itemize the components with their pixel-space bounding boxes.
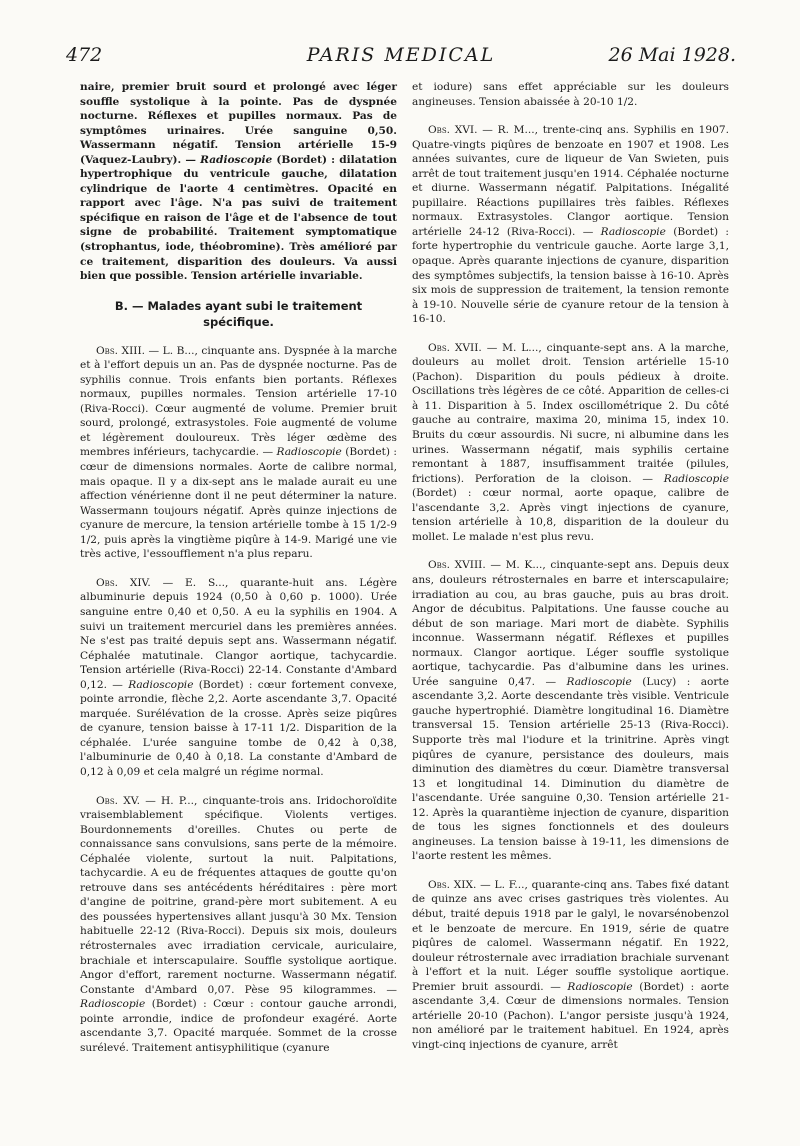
observation-text: — M. K..., cinquante-sept ans. Depuis deux ans, douleurs rétrosternales en barre et interscapulaire; irradiation au cou, au bras gauche, puis au bras droit. Angor de décubitus. Palpitations. Une fausse couche au début de son mariage. Mari mort de diabète. Syphilis inconnue. Wassermann négatif. Réflexes et pupilles normaux. Clangor aortique. Léger souffle systolique aortique, tachycardie. Pas d'albumine dans les urines. Urée sanguine 0,47. — — [412, 559, 729, 688]
continuation-text: naire, premier bruit sourd et prolongé avec léger souffle systolique à la pointe. Pas de dyspnée nocturne. Réflexes et pupilles normaux. Pas de symptômes urinaires. Urée sanguine 0,50. Wassermann négatif. Tension artérielle 15-9 (Vaquez-Laubry). — — [80, 81, 397, 166]
observation-text: — L. B..., cinquante ans. Dyspnée à la marche et à l'effort depuis un an. Pas de dyspnée nocturne. Pas de syphilis connue. Trois enfants bien portants. Réflexes normaux, pupilles normales. Tension artérielle 17-10 (Riva-Rocci). Cœur augmenté de volume. Premier bruit sourd, prolongé, extrasystoles. Foie augmenté de volume et légèrement douloureux. Très léger œdème des membres inférieurs, tachycardie. — — [80, 344, 397, 459]
page-number: 472 — [66, 44, 103, 66]
page-header — [66, 44, 736, 70]
continuation-paragraph: et iodure) sans effet appréciable sur les douleurs angineuses. Tension abaissée à 20-10 1/2. — [412, 81, 729, 108]
observation-text-end: (Bordet) : forte hypertrophie du ventricule gauche. Aorte large 3,1, opaque. Après quarante injections de cyanure, disparition des symptômes subjectifs, la tension baisse à 16-10. Après six mois de suppression de traitement, la tension remonte à 19-10. Nouvelle série de cyanure retour de la tension à 16-10. — [412, 225, 730, 326]
issue-date: 26 Mai 1928. — [608, 44, 736, 66]
observation-label: Obs. XIII. — [96, 344, 145, 357]
journal-title: PARIS MEDICAL — [306, 44, 496, 66]
observation-text-end: (Bordet) : aorte ascendante 3,4. Cœur de dimensions normales. Tension artérielle 20-10 (Pachon). L'angor persiste jusqu'à 1924, non amélioré par le traitement habituel. En 1924, après vingt-cinq injections de cyanure, arrêt — [412, 980, 729, 1051]
radioscopie-label: Radioscopie — [600, 225, 666, 238]
observation-text: — E. S..., quarante-huit ans. Légère albuminurie depuis 1924 (0,50 à 0,60 p. 1000). Urée sanguine entre 0,40 et 0,50. A eu la syphilis en 1904. A suivi un traitement mercuriel dans les premières années. Ne s'est pas traité depuis sept ans. Wassermann négatif. Céphalée matutinale. Clangor aortique, tachycardie. Tension artérielle (Riva-Rocci) 22-14. Constante d'Ambard 0,12. — — [80, 576, 397, 691]
radioscopie-label: Radioscopie — [200, 153, 273, 166]
left-column — [80, 80, 397, 1069]
observation-label: Obs. XIX. — [428, 878, 477, 891]
radioscopie-label: Radioscopie — [128, 678, 194, 691]
radioscopie-label: Radioscopie — [567, 980, 633, 993]
observation-label: Obs. XVI. — [428, 124, 478, 137]
observation-xix — [412, 878, 729, 1053]
radioscopie-label: Radioscopie — [80, 998, 146, 1011]
continuation-paragraph — [80, 80, 397, 284]
right-column — [412, 80, 729, 1066]
section-heading-b: B. — Malades ayant subi le traitement spécifique. — [114, 298, 363, 329]
observation-text: — R. M..., trente-cinq ans. Syphilis en 1907. Quatre-vingts piqûres de benzoate en 1907 et 1908. Les années suivantes, cure de liqueur de Van Swieten, puis arrêt de tout traitement jusqu'en 1914. Céphalée nocturne et diurne. Wassermann négatif. Palpitations. Inégalité pupillaire. Réactions pupillaires très faibles. Réflexes normaux. Extrasystoles. Clangor aortique. Tension artérielle 24-12 (Riva-Rocci). — — [412, 124, 730, 238]
observation-label: Obs. XVIII. — [428, 559, 486, 572]
radioscopie-label: Radioscopie — [663, 472, 729, 485]
observation-label: Obs. XV. — [96, 794, 140, 807]
observation-xvii — [412, 341, 729, 545]
observation-xiv — [80, 576, 397, 780]
observation-text-end: (Bordet) : cœur de dimensions normales. Aorte de calibre normal, mais opaque. Il y a dix-sept ans le malade aurait eu une affection vénérienne dont il ne peut déterminer la nature. Wassermann toujours négatif. Après quinze injections de cyanure de mercure, la tension artérielle tombe à 15 1/2-9 1/2, puis après la vingtième piqûre à 14-9. Marigé une vie très active, l'essoufflement n'a plus reparu. — [80, 446, 397, 561]
observation-text: — M. L..., cinquante-sept ans. A la marche, douleurs au mollet droit. Tension artérielle 15-10 (Pachon). Disparition du pouls pédieux à droite. Oscillations très légères de ce côté. Apparition de celles-ci à 11. Disparition à 5. Index oscillométrique 2. Du côté gauche au contraire, maxima 20, minima 15, index 10. Bruits du cœur assourdis. Ni sucre, ni albumine dans les urines. Wassermann négatif, mais syphilis certaine remontant à 1887, insuffisamment traitée (pilules, frictions). Perforation de la cloison. — — [412, 341, 730, 485]
observation-xiii — [80, 344, 397, 562]
observation-xv — [80, 794, 397, 1056]
observation-xvi — [412, 123, 729, 327]
radioscopie-label: Radioscopie — [566, 675, 632, 688]
observation-label: Obs. XIV. — [96, 576, 151, 589]
observation-text-end: (Bordet) : cœur fortement convexe, pointe arrondie, flèche 2,2. Aorte ascendante 3,7. Opacité marquée. Surélévation de la crosse. Après seize piqûres de cyanure, tension baisse à 17-11 1/2. Disparition de la céphalée. L'urée sanguine tombe de 0,42 à 0,38, l'albuminurie de 0,40 à 0,18. La constante d'Ambard de 0,12 à 0,09 et cela malgré un régime normal. — [80, 678, 397, 778]
observation-text: — H. P..., cinquante-trois ans. Iridochoroïdite vraisemblablement spécifique. Violents vertiges. Bourdonnements d'oreilles. Chutes ou perte de connaissance sans convulsions, sans perte de la mémoire. Céphalée violente, surtout la nuit. Palpitations, tachycardie. A eu de fréquentes attaques de goutte qu'on retrouve dans ses antécédents héréditaires : père mort d'angine de poitrine, grand-père mort subitement. A eu des poussées hypertensives allant jusqu'à 30 Mx. Tension habituelle 22-12 (Riva-Rocci). Depuis six mois, douleurs rétrosternales avec irradiation cervicale, auriculaire, brachiale et interscapulaire. Souffle systolique aortique. Angor d'effort, rarement nocturne. Wassermann négatif. Constante d'Ambard 0,07. Pèse 95 kilogrammes. — — [80, 794, 397, 996]
observation-label: Obs. XVII. — [428, 341, 482, 354]
observation-xviii — [412, 558, 729, 863]
observation-text-end: (Bordet) : Cœur : contour gauche arrondi, pointe arrondie, indice de profondeur exagéré. Aorte ascendante 3,7. Opacité marquée. Sommet de la crosse surélevé. Traitement antisyphilitique (cyanure — [80, 998, 397, 1054]
observation-text: — L. F..., quarante-cinq ans. Tabes fixé datant de quinze ans avec crises gastriques très violentes. Au début, traité depuis 1918 par le galyl, le novarsénobenzol et le benzoate de mercure. En 1919, série de quatre piqûres de calomel. Wassermann négatif. En 1922, douleur rétrosternale avec irradiation brachiale survenant à l'effort et la nuit. Léger souffle systolique aortique. Premier bruit assourdi. — — [412, 878, 729, 993]
radioscopie-label: Radioscopie — [276, 446, 342, 459]
observation-text-end: (Bordet) : cœur normal, aorte opaque, calibre de l'ascendante 3,2. Après vingt injections de cyanure, tension artérielle à 10,8, disparition de la douleur du mollet. Le malade n'est plus revu. — [412, 487, 729, 543]
continuation-text-end: (Bordet) : dilatation hypertrophique du ventricule gauche, dilatation cylindrique de l'aorte 4 centimètres. Opacité en rapport avec l'âge. N'a pas suivi de traitement spécifique en raison de l'âge et de l'absence de tout signe de probabilité. Traitement symptomatique (strophantus, iode, théobromine). Très amélioré par ce traitement, disparition des douleurs. Va aussi bien que possible. Tension artérielle invariable. — [80, 153, 397, 283]
observation-text-end: (Lucy) : aorte ascendante 3,2. Aorte descendante très visible. Ventricule gauche hypertrophié. Diamètre longitudinal 16. Diamètre transversal 15. Tension artérielle 25-13 (Riva-Rocci). Supporte très mal l'iodure et la trinitrine. Après vingt piqûres de cyanure, persistance des douleurs, mais diminution des diamètres du cœur. Diamètre transversal 13 et longitudinal 14. Diminution du diamètre de l'ascendante. Urée sanguine 0,30. Tension artérielle 21-12. Après la quarantième injection de cyanure, disparition de tous les signes fonctionnels et des douleurs angineuses. La tension baisse à 19-11, les dimensions de l'aorte restent les mêmes. — [412, 675, 729, 863]
